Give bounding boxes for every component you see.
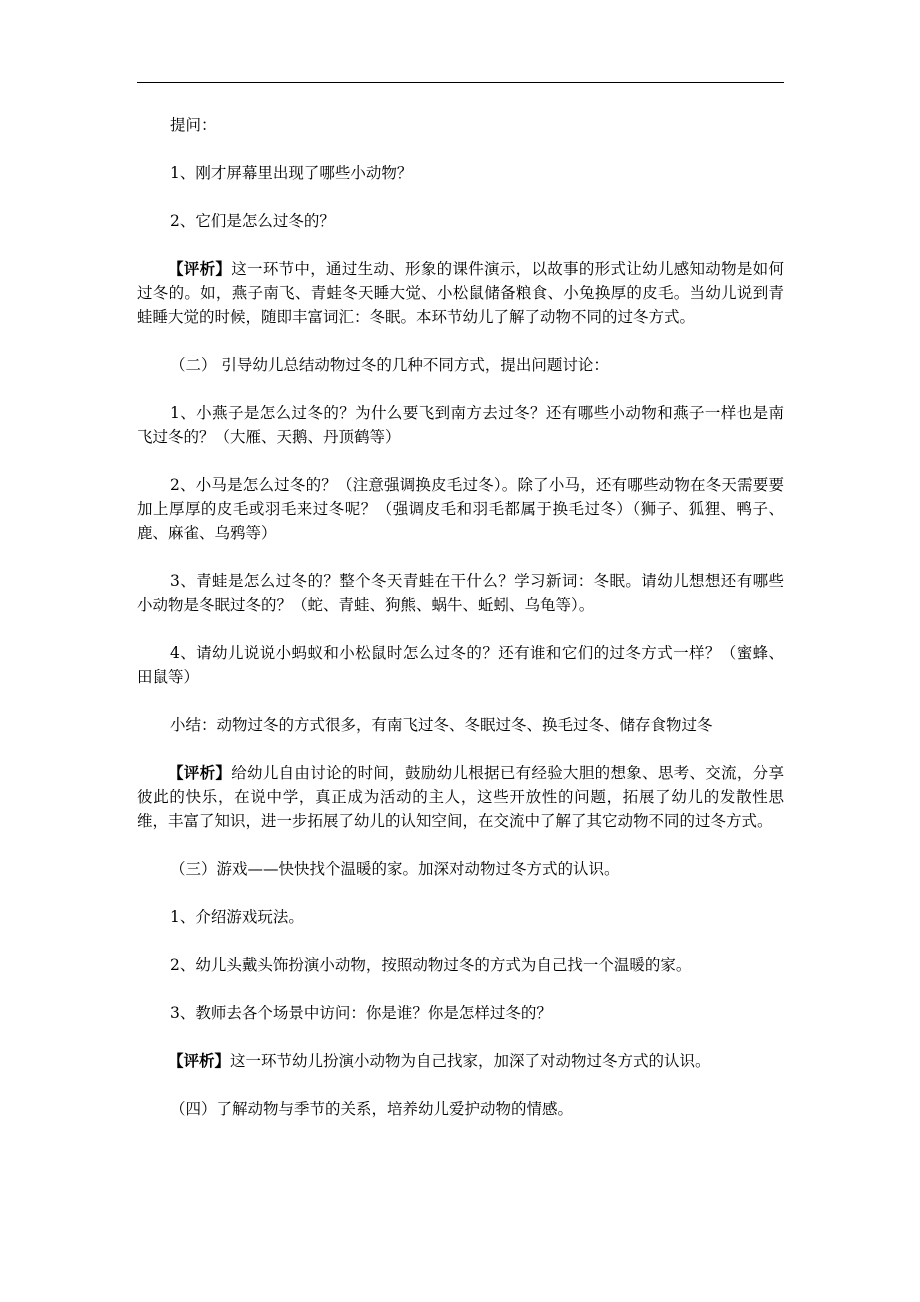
paragraph-section-4-heading: （四）了解动物与季节的关系，培养幼儿爱护动物的情感。 [170, 1100, 574, 1118]
paragraph-question-1: 1、刚才屏幕里出现了哪些小动物？ [170, 164, 413, 182]
paragraph-section-2-heading: （二） 引导幼儿总结动物过冬的几种不同方式，提出问题讨论： [170, 356, 609, 374]
paragraph-analysis-2 [137, 761, 784, 833]
header-rule [137, 82, 784, 83]
paragraph-analysis-3 [137, 1049, 784, 1073]
paragraph-item-frog: 3、青蛙是怎么过冬的？整个冬天青蛙在干什么？学习新词：冬眠。请幼儿想想还有哪些小动物是冬眠过冬的？（蛇、青蛙、狗熊、蜗牛、蚯蚓、乌龟等）。 [137, 572, 784, 614]
analysis-text: 给幼儿自由讨论的时间，鼓励幼儿根据已有经验大胆的想象、思考、交流，分享彼此的快乐，在说中学，真正成为活动的主人，这些开放性的问题，拓展了幼儿的发散性思维，丰富了知识，进一步拓展了幼儿的认知空间，在交流中了解了其它动物不同的过冬方式。 [137, 764, 784, 830]
paragraph-game-step-2: 2、幼儿头戴头饰扮演小动物，按照动物过冬的方式为自己找一个温暖的家。 [170, 956, 692, 974]
paragraph-question-heading: 提问： [170, 116, 217, 134]
paragraph-question-2: 2、它们是怎么过冬的？ [170, 212, 335, 230]
paragraph-item-swallow: 1、小燕子是怎么过冬的？为什么要飞到南方去过冬？还有哪些小动物和燕子一样也是南飞过冬的？（大雁、天鹅、丹顶鹤等） [137, 404, 784, 446]
paragraph-summary: 小结：动物过冬的方式很多，有南飞过冬、冬眠过冬、换毛过冬、储存食物过冬 [170, 716, 713, 734]
analysis-tag: 【评析】 [168, 763, 232, 782]
paragraph-game-step-3: 3、教师去各个场景中访问：你是谁？你是怎样过冬的？ [170, 1004, 552, 1022]
analysis-tag: 【评析】 [168, 1051, 231, 1070]
paragraph-game-step-1: 1、介绍游戏玩法。 [170, 908, 304, 926]
paragraph-item-horse: 2、小马是怎么过冬的？（注意强调换皮毛过冬）。除了小马，还有哪些动物在冬天需要要加上厚厚的皮毛或羽毛来过冬呢？（强调皮毛和羽毛都属于换毛过冬）（狮子、狐狸、鸭子、鹿、麻雀、乌鸦等） [137, 476, 784, 542]
analysis-text: 这一环节幼儿扮演小动物为自己找家，加深了对动物过冬方式的认识。 [230, 1052, 711, 1070]
paragraph-item-ant-squirrel: 4、请幼儿说说小蚂蚁和小松鼠时怎么过冬的？还有谁和它们的过冬方式一样？（蜜蜂、田鼠等） [137, 644, 784, 686]
analysis-text: 这一环节中，通过生动、形象的课件演示，以故事的形式让幼儿感知动物是如何过冬的。如，燕子南飞、青蛙冬天睡大觉、小松鼠储备粮食、小兔换厚的皮毛。当幼儿说到青蛙睡大觉的时候，随即丰富词汇：冬眠。本环节幼儿了解了动物不同的过冬方式。 [137, 260, 784, 326]
paragraph-section-3-heading: （三）游戏——快快找个温暖的家。加深对动物过冬方式的认识。 [170, 860, 620, 878]
analysis-tag: 【评析】 [168, 259, 232, 278]
document-body [137, 113, 784, 1145]
paragraph-analysis-1 [137, 257, 784, 329]
